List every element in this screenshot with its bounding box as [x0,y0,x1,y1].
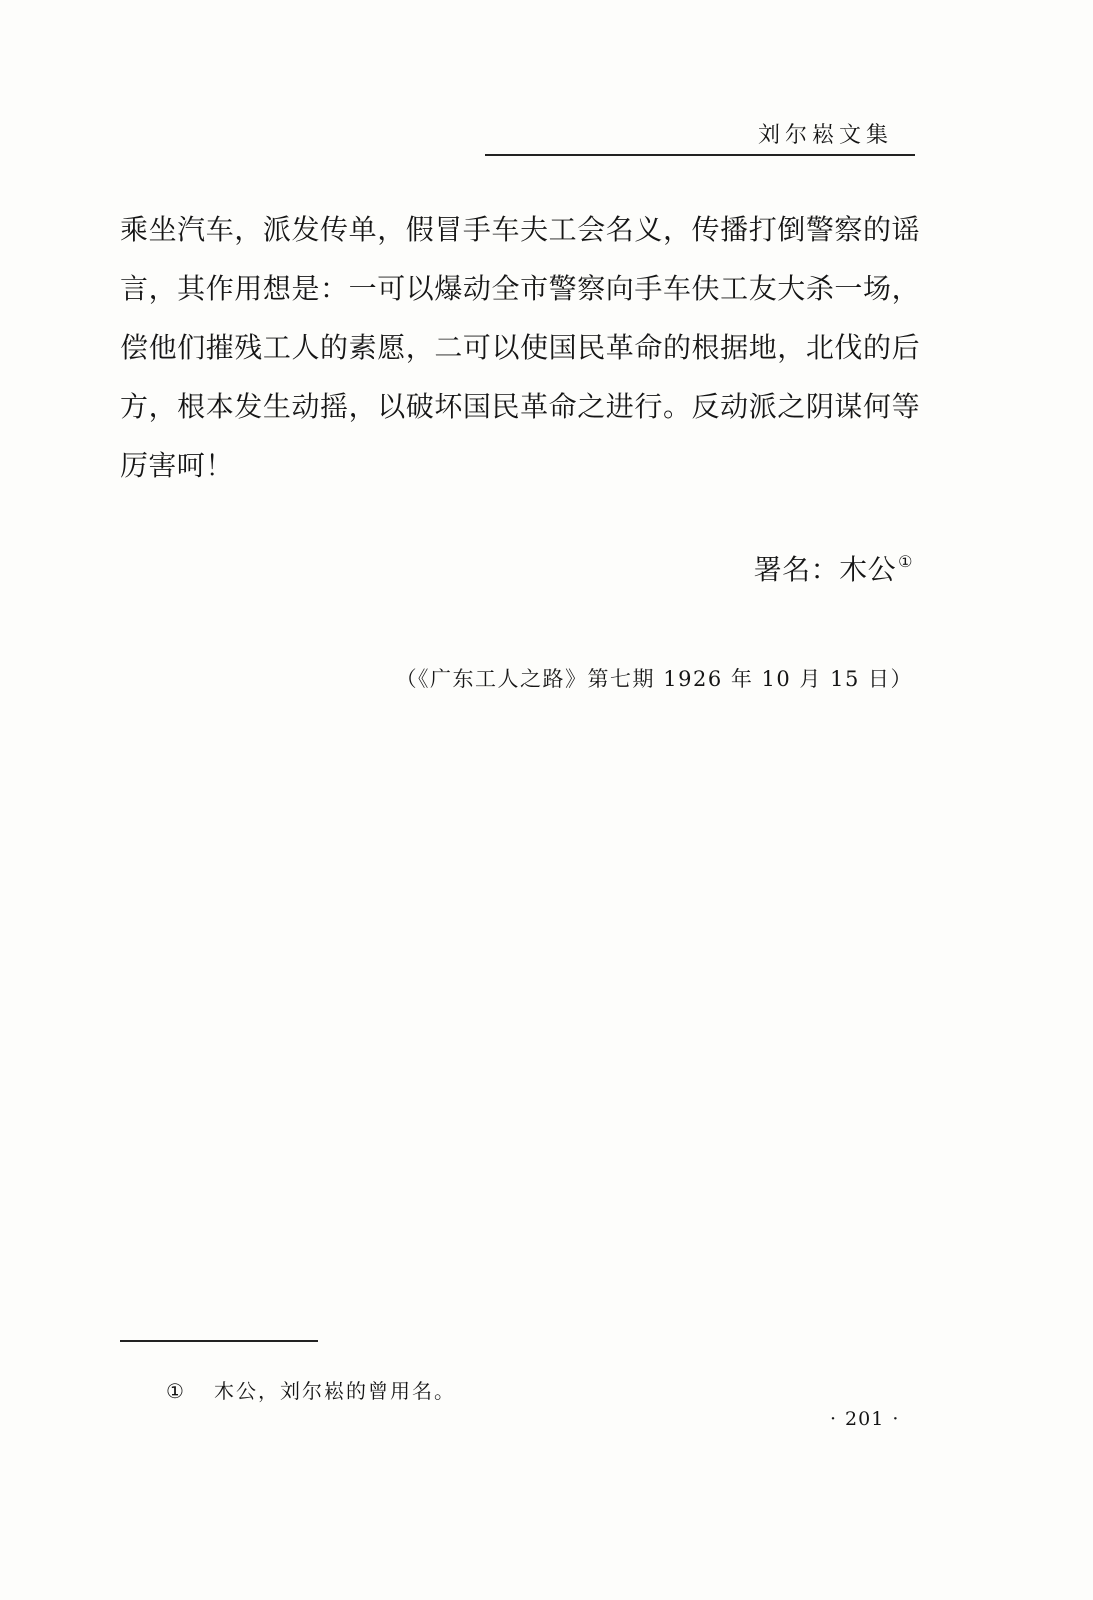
footnote [166,1375,456,1404]
footnote-rule [120,1340,318,1342]
page-number-dot-right: · [892,1408,900,1430]
page-number-value: 201 [845,1408,885,1430]
page-number-dot-left: · [830,1408,838,1430]
signature-text: 署名：木公 [753,553,897,586]
footnote-reference[interactable]: ① [898,552,913,571]
body-paragraph: 乘坐汽车，派发传单，假冒手车夫工会名义，传播打倒警察的谣言，其作用想是：一可以爆动全市警察向手车伕工友大杀一场，偿他们摧残工人的素愿，二可以使国民革命的根据地，北伐的后方，根本发生动摇，以破坏国民革命之进行。反动派之阴谋何等厉害呵！ [120,213,920,482]
running-header: 刘尔崧文集 [757,123,893,148]
body-text [120,200,920,495]
signature [754,548,913,588]
header-rule [485,154,915,156]
source-citation: （《广东工人之路》第七期 1926 年 10 月 15 日） [395,667,913,691]
footnote-mark: ① [166,1379,186,1403]
page-number [822,1408,907,1430]
footnote-text: 木公，刘尔崧的曾用名。 [214,1379,456,1403]
